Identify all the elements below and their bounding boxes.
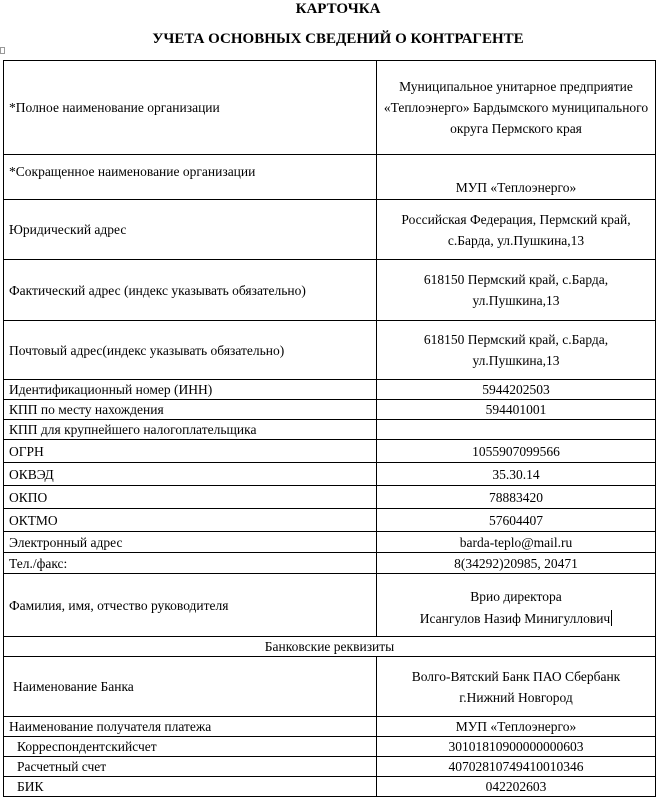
- value-phone: 8(34292)20985, 20471: [377, 553, 656, 574]
- value-corr-account: 30101810900000000603: [377, 737, 656, 757]
- label-full-name: *Полное наименование организации: [4, 61, 377, 155]
- value-oktmo: 57604407: [377, 509, 656, 532]
- label-postal-address: Почтовый адрес(индекс указывать обязательно): [4, 321, 377, 380]
- label-ogrn: ОГРН: [4, 440, 377, 463]
- label-settlement-account: Расчетный счет: [4, 757, 377, 777]
- table-row: [4, 61, 656, 155]
- bank-details-header: Банковские реквизиты: [4, 637, 656, 657]
- table-row: [4, 420, 656, 440]
- table-row: [4, 509, 656, 532]
- value-settlement-account: 40702810749410010346: [377, 757, 656, 777]
- label-okved: ОКВЭД: [4, 463, 377, 486]
- label-email: Электронный адрес: [4, 532, 377, 553]
- label-okpo: ОКПО: [4, 486, 377, 509]
- value-bik: 042202603: [377, 777, 656, 797]
- label-phone: Тел./факс:: [4, 553, 377, 574]
- label-kpp-largest: КПП для крупнейшего налогоплательщика: [4, 420, 377, 440]
- document-subtitle: УЧЕТА ОСНОВНЫХ СВЕДЕНИЙ О КОНТРАГЕНТЕ: [152, 31, 524, 47]
- table-anchor-icon: [0, 47, 5, 54]
- table-row: [4, 574, 656, 637]
- table-row: [4, 400, 656, 420]
- label-director: Фамилия, имя, отчество руководителя: [4, 574, 377, 637]
- label-bik: БИК: [4, 777, 377, 797]
- table-row: [4, 321, 656, 380]
- table-row: [4, 260, 656, 321]
- director-name: Исангулов Назиф Минигуллович: [419, 611, 611, 626]
- table-row: [4, 463, 656, 486]
- value-director: [377, 574, 656, 637]
- table-row: [4, 553, 656, 574]
- table-row: [4, 200, 656, 260]
- value-inn: 5944202503: [377, 380, 656, 400]
- label-kpp: КПП по месту нахождения: [4, 400, 377, 420]
- table-row: [4, 737, 656, 757]
- value-okpo: 78883420: [377, 486, 656, 509]
- document-title: КАРТОЧКА: [295, 1, 381, 17]
- value-ogrn: 1055907099566: [377, 440, 656, 463]
- table-row: [4, 717, 656, 737]
- table-row: [4, 657, 656, 717]
- label-bank-name: Наименование Банка: [4, 657, 377, 717]
- value-legal-address: Российская Федерация, Пермский край, с.Барда, ул.Пушкина,13: [377, 200, 656, 260]
- director-position: Врио директора: [470, 589, 562, 604]
- label-legal-address: Юридический адрес: [4, 200, 377, 260]
- value-actual-address: 618150 Пермский край, с.Барда, ул.Пушкина,13: [377, 260, 656, 321]
- table-row: [4, 532, 656, 553]
- value-okved: 35.30.14: [377, 463, 656, 486]
- value-recipient: МУП «Теплоэнерго»: [377, 717, 656, 737]
- table-row: [4, 155, 656, 200]
- label-inn: Идентификационный номер (ИНН): [4, 380, 377, 400]
- value-postal-address: 618150 Пермский край, с.Барда, ул.Пушкина,13: [377, 321, 656, 380]
- value-email: barda-teplo@mail.ru: [377, 532, 656, 553]
- label-recipient: Наименование получателя платежа: [4, 717, 377, 737]
- value-kpp: 594401001: [377, 400, 656, 420]
- label-short-name: *Сокращенное наименование организации: [4, 155, 377, 200]
- value-short-name: МУП «Теплоэнерго»: [377, 155, 656, 200]
- table-row: [4, 486, 656, 509]
- counterparty-table: [3, 60, 656, 797]
- text-cursor-icon: [611, 610, 612, 626]
- value-kpp-largest: [377, 420, 656, 440]
- label-corr-account: Корреспондентскийсчет: [4, 737, 377, 757]
- table-row: [4, 637, 656, 657]
- director-name-line: [382, 608, 650, 630]
- table-row: [4, 757, 656, 777]
- table-row: [4, 380, 656, 400]
- label-oktmo: ОКТМО: [4, 509, 377, 532]
- value-full-name: Муниципальное унитарное предприятие «Теплоэнерго» Бардымского муниципального округа Пермского края: [377, 61, 656, 155]
- value-bank-name: Волго-Вятский Банк ПАО Сбербанк г.Нижний Новгород: [377, 657, 656, 717]
- table-row: [4, 440, 656, 463]
- label-actual-address: Фактический адрес (индекс указывать обязательно): [4, 260, 377, 321]
